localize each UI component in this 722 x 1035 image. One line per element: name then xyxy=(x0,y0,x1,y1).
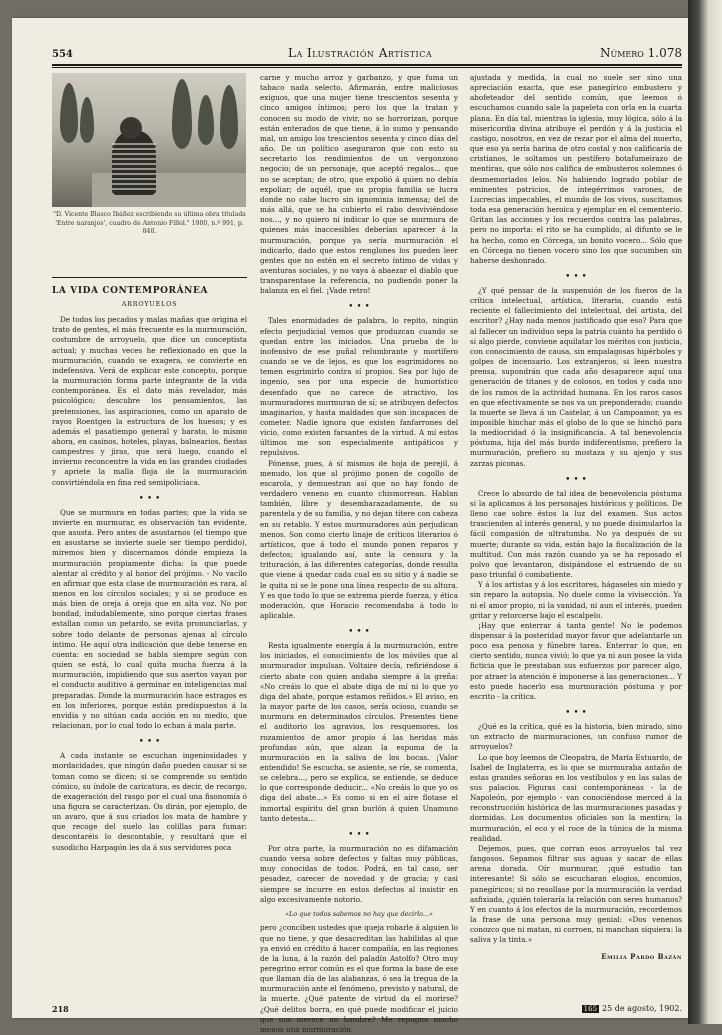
paragraph: Por otra parte, la murmuración no es difamación cuando versa sobre defectos y faltas muy públicas, muy conocidas de todos. Podrá, en tal caso, ser pesadez, carecer de novedad y de gracia; y casi siempre se incurre en estos defectos al insistir en algo excesivamente notorio. xyxy=(260,843,458,904)
separator: • • • xyxy=(348,627,370,638)
paragraph: Tales enormidades de palabra, lo repito, ningún efecto perjudicial vemos que produzcan cuando se quedan entre los iniciados. Una prueba de lo inofensivo de ese puñal relumbrante y mortífero cuando se ve de lejos, es que los esgrimidores no temen esgrimirlo contra sí propios. Sea por lujo de ingenio, sea por una especie de humorístico desenfado que no carece de atractivo, los murmuradores murmuran de sí; se atribuyen defectos imaginarios, y hasta maldades que son incapaces de cometer. Nadie ignora que existen fanfarrones del vicio, como existen farsantes de la virtud. A mí estos últimos me son especialmente antipáticos y repulsivos. xyxy=(260,316,458,458)
footer-box-number: 165 xyxy=(583,1005,598,1013)
separator: • • • xyxy=(348,829,370,840)
paragraph: ¿Qué es la crítica, qué es la historia, bien mirado, sino un extracto de murmuraciones, un confuso rumor de arroyuelos? xyxy=(470,722,682,752)
article-subtitle: ARROYUELOS xyxy=(121,299,178,308)
header-rule xyxy=(52,64,682,66)
page-number: 554 xyxy=(52,49,73,60)
paragraph: Resta igualmente energía á la murmuración, entre los iniciados, el conocimiento de los móviles que al murmurador impulsan. Voltaire decía, refiriéndose á cierto abate con quien andaba siempre á la greña: «No creáis lo que el abate diga de mí ni lo que yo diga del abate, porque estamos reñidos.» El aviso, en la mayor parte de los casos, sería ocioso, cuando se murmura en determinados círculos. Presentes tiene el auditorio los agravios, los resquemores, los rozamientos de amor propio á las heridas más profundas aún, que alzan la espuma de la murmuración en la saliva de los bocas. ¡Valor entendido! Se escucha, se asiente, se ríe, se comenta, se celebra..., pero se explica, se entiende, se deduce lo que corresponde deducir... «No creáis lo que yo os diga del abate...» Es como si en el aire flotase el inmortal espíritu del gran burlón á quien Unamuno tanto detesta... xyxy=(260,641,458,823)
column-1 xyxy=(52,73,247,991)
separator: • • • xyxy=(138,493,161,504)
paragraph: Crece lo absurdo de tal idea de benevolencia póstuma si la aplicamos á los personajes históricos y políticos. De lleno cae sobre éstos la luz del examen. Sus actos trascienden al interés general, y no puede disimularlos la fácil compasión de ultratumba. No ya después de su muerte; durante su vida, están bajo la fiscalización de la multitud. Con más razón cuando ya se ha reposado el polvo que levantaron, disipándose el estruendo de su paso triunfal ó combatiente. xyxy=(470,488,682,580)
separator: • • • xyxy=(348,302,370,313)
footer-date-block xyxy=(582,1004,682,1013)
paragraph: ¡Hay que enterrar á tanta gente! No le podemos dispensar á la posteridad mayor favor que adelantarle un poco esa penosa y fúnebre tarea. Enterrar lo que, en cierto sentido, nunca vivió; lo que ya ni aun posee la vida ficticia que le prestaban sus esfuerzos por parecer algo, por atraer la atención é imponerse á las generaciones... Y esto puede hacerlo esa murmuración póstuma y por escrito - la crítica. xyxy=(470,620,682,701)
paragraph: ¿Y qué pensar de la suspensión de los fueros de la crítica intelectual, artística, literaria, cuando está reciente el fallecimiento del intelectual, del artista, del escritor? ¿Hay nada menos justificado que eso? Para que al fallecer un individuo sepa la patria cuánto ha perdido ó si algo pierde, conviene aquilatar los méritos con justicia, con conocimiento de causa, sin empalagosas hipérboles y golpes de incensario. Los extranjeros, si leen nuestra prensa, supondrán que cada año desaparece aquí una generación de titanes y de colosos, en todos y cada uno de los ramos de la actividad humana. En los raros casos en que efectivamente se nos va un preponderado; cuando la muerte se lleva á un Castelar, á un Campoamor, ya es imposible hinchar más el globo de lo que se hinchó para la mediocridad ó la insignificancia. A tal benevolencia póstuma, hija del más burdo indiferentismo, prefiero la murmuración, prefiero su mostaza y su ajenjo y sus zarzas piconas. xyxy=(470,285,682,468)
column-3 xyxy=(470,73,682,991)
paragraph: Pónense, pues, á sí mismos de hoja de perejil, á menudo, los que al prójimo ponen de cogollo de escarola, y demuestran así que no hay fondo de verdadero veneno en cuanto chismorrean. Hablan también, libre y desembarazadamente, de su parentela y de su familia, y no dejan títere con cabeza en su retablo. Y estos murmuradores aún perjudican menos. Son como cierto linaje de críticos literarios ó artísticos, que á todo el mundo ponen reparos y defectos; igualando así, ante la censura y la trituración, á las diferentes categorías, donde resulta que viene á quedar cada cual en su sitio y á nadie se le quita ni se le pone una línea respecto de su altura. Y es que todo lo que se extrema pierde fuerza, y ética moderación, que Horacio recomendaba á todo lo aplicable. xyxy=(260,458,458,620)
paragraph: De todos los pecados y malas mañas que origina el trato de gentes, el más frecuente es la murmuración, costumbre de arroyuelo, que dice un conceptista actual; y muchas veces he reflexionado en que la murmuración, cuando se exagera, se convierte en indefensiva. Verá de explicar este concepto, porque la murmuración forma parte integrante de la vida contemporánea. Es el dato más revelador, más psicológico; descubre los pensamientos, las pretensiones, las aspiraciones, como un aparato de rayos Roentgen la estructura de los huesos; y es además el pasatiempo general y barato, lo mismo ahora, en casinos, hoteles, playas, balnearios, fiestas campestres y jiras, que será luego, cuando el invierno reconcentre la vida en las grandes ciudades y apriete la malla floja de la murmuración convirtiéndola en fina red semipolicíaca. xyxy=(52,315,247,487)
paragraph: Que se murmura en todas partes; que la vida se invierte en murmurar, es observación tan evidente, que asusta. Pero antes de asustarnos (el tiempo que en asustarse se invierte suele ser tiempo perdido), miremos bien y discernamos dónde empieza la murmuración propiamente dicha: la que puede alentar al crédito y al honor del prójimo. - No vacilo en afirmar que esta clase de murmuración es rara, al menos en los círculos sociales; y si se produce es más bien de oreja á oreja que en alta voz. No por bondad, indudablemente, sino porque ciertas frases estallan como un petardo, se evita pronunciarlas, y sobre todo delante de personas ajenas al círculo íntimo. He aquí otra indicación que debe tenerse en cuenta: en sociedad se habla siempre según con quien se está, lo cual quita mucha fuerza á la murmuración, impidiendo que sus asertos vayan por el conducto auditivo á germinar en inteligencias mal preparadas. Donde la murmuración hace estragos es en los inferiores, porque están predispuestos á la envidia y no sitúan cada acción en su medio, que relacionan, por lo cual todo lo echan á mala parte. xyxy=(52,507,247,731)
paragraph: carne y mucho arroz y garbanzo, y que fuma un tabaco nada selecto. Afirmarán, entre maliciosos exiguos, que una mujer tiene trescientos sesenta y cinco amigos íntimos; pero los que la tratan y conocen su modo de vivir, no se horrorizan, porque están enterados de que tiene, á lo sumo y pensando mal, un amigo los trescientos sesenta y cinco días del año. De un político aseguraron que con esto su secretario los rendimientos de un vergonzoso negocio; de un personaje, que aceptó regalos... que no se aceptan; de otro, que expolió á quien no debía expoliar; de aquél, que su propia familia se lucra donde no cabe lucro sin ignominia inmensa; del de más allá, que se ha cubierto el rabo desviviéndose nos..., y no quiero ni indicar lo que se murmura de quienes más inaccesibles deberían aparecer á la murmuración, porque ya sería murmuración el indicarlo, dado que estos renglones los pueden leer gentes que no estén en el secreto íntimo de vidas y aventuras sociales, y no vaya á abaezar el diablo que transparentase la referencia, no pudiendo poner la balanza en el fiel. ¡Vade retro! xyxy=(260,73,458,296)
paragraph: Y á los artistas y á los escritores, hágaseles sin miedo y sin reparo la autopsia. No duele como la vivisección. Ya ni el amor propio, ni la vanidad, ni aun el interés, pueden gritar y retorcerse bajo el escalpelo. xyxy=(470,580,682,620)
paragraph: A cada instante se escuchan ingeniosidades y mordacidades, que ningún daño pueden causar si se toman como se dicen; si se comprende su sentido cómico, su índole de caricatura, es decir, de recargo, de exageración del rasgo por el cual una fisonomía ó una figura se caracterizan. Os dirán, por ejemplo, de un avaro, que á sus criados los mata de hambre y que recoge del suelo las colillas para fumar: descontaréis lo descontable, y resultará que el susodicho Harpagón les da á sus servidores poca xyxy=(52,751,247,852)
facing-page-edge xyxy=(688,0,722,1024)
paragraph: Dejemos, pues, que corran esos arroyuelos tal vez fangosos. Sepamos filtrar sus aguas y sacar de ellas arena dorada. Oír murmurar, ¡qué estudio tan interesante! Si sólo se escucharan elogios, encomios, panegíricos; si no resollase por la murmuración la verdad asfixiada, ¿quién toleraría la relación con seres humanos? Y en cuanto á los efectos de la murmuración, recordemos la frase de una persona muy genial: «Dos venenos conozco que ni matan, ni corroen, ni manchan siquiera: la saliva y la tinta.» xyxy=(470,843,682,945)
paragraph: Lo que hoy leemos de Cleopatra, de María Estuardo, de Isabel de Inglaterra, es lo que se murmuraba antaño de estas grandes señoras en los vestíbulos y en las salas de sus palacios. Figuras casi contemporáneas - la de Napoleón, por ejemplo - van conociéndose merced á la reconstrucción histórica de las murmuraciones pasadas y dormidas. Los documentos oficiales son la mentira; la murmuración, el eco y el roce de la túnica de la misma realidad. xyxy=(470,752,682,843)
column-2 xyxy=(260,73,458,1034)
magazine-page xyxy=(12,18,688,1034)
footer-date: 25 de agosto, 1902. xyxy=(602,1004,682,1013)
author-signature: Emilia Pardo Bazán xyxy=(601,951,682,961)
section-title: LA VIDA CONTEMPORÁNEA xyxy=(52,277,247,296)
paragraph: pero ¿conciben ustedes que queja robarle á alguien lo que no tiene, y que desacreditan las habilidas al que ya envió en crédito á hacer compañía, en las regiones de la luna, á la razón del paladín Astolfo? Otro muy peregrino error común es el que forma la base de ese que llaman día de las alabanzas, ó sea la tregua de la murmuración ante el fenómeno, previsto y natural, de la muerte. ¿Qué patente de virtud da el morirse? ¿Qué delitos borra, en qué puede modificar el juicio que nos merece un hombre? Me repugna mucho menos una murmuración xyxy=(260,923,458,1034)
header-rule-thin xyxy=(52,67,682,68)
separator: • • • xyxy=(138,737,161,748)
paragraph: ajustada y medida, la cual no suele ser sino una apreciación exacta, que ese panegírico embustero y abofeteador del sentido común, que leemos ó escuchamos cuando sale la papeleta con orla en la cuarta plana. En día tal, mientras la iglesia, muy lógica, sólo á la misericordia divina atribuye el perdón y á la justicia el castigo, nosotros, en vez de rezar por el alma del muerto, que eso ya sería harina de otro costal y nos calificaría de cristianos, le soltamos un pestífero botafumeirazo de mentiras, que sólo nos califica de embusteros solemnes ó desmemoriados lelos. No habiendo logrado poblar de eminentes patricios, de íntegérrimos varones, de Lucrecias impecables, el mundo de los vivos, suscitamos toda esa generación heroica y ejemplar en el cementerio. Gritan las acciones y los recuerdos contra las palabras, pero no importa: el rito se ha cumplido, al difunto se le ha hecho, como en Córcega, un bonito vocero... Sólo que en Córcega no tienen vocero sino los que sucumben sin haberse deshonrado. xyxy=(470,73,682,265)
figure-caption: "D. Vicente Blasco Ibáñez escribiendo su última obra titulada 'Entre naranjos', cuadro de Antonio Fillol." 1900, n.º 991, p. 840. xyxy=(53,211,246,236)
footer-page-number: 218 xyxy=(52,1004,69,1014)
painting-photo xyxy=(52,73,246,207)
separator: • • • xyxy=(565,474,587,485)
running-header xyxy=(52,46,682,62)
separator: • • • xyxy=(565,271,587,282)
pull-quote: «Lo que todos sabemos no hay que decirlo...» xyxy=(285,909,433,918)
magazine-title: La Ilustración Artística xyxy=(288,46,433,60)
issue-number: Número 1.078 xyxy=(599,46,682,60)
page-footer xyxy=(52,1004,682,1016)
separator: • • • xyxy=(565,708,587,719)
